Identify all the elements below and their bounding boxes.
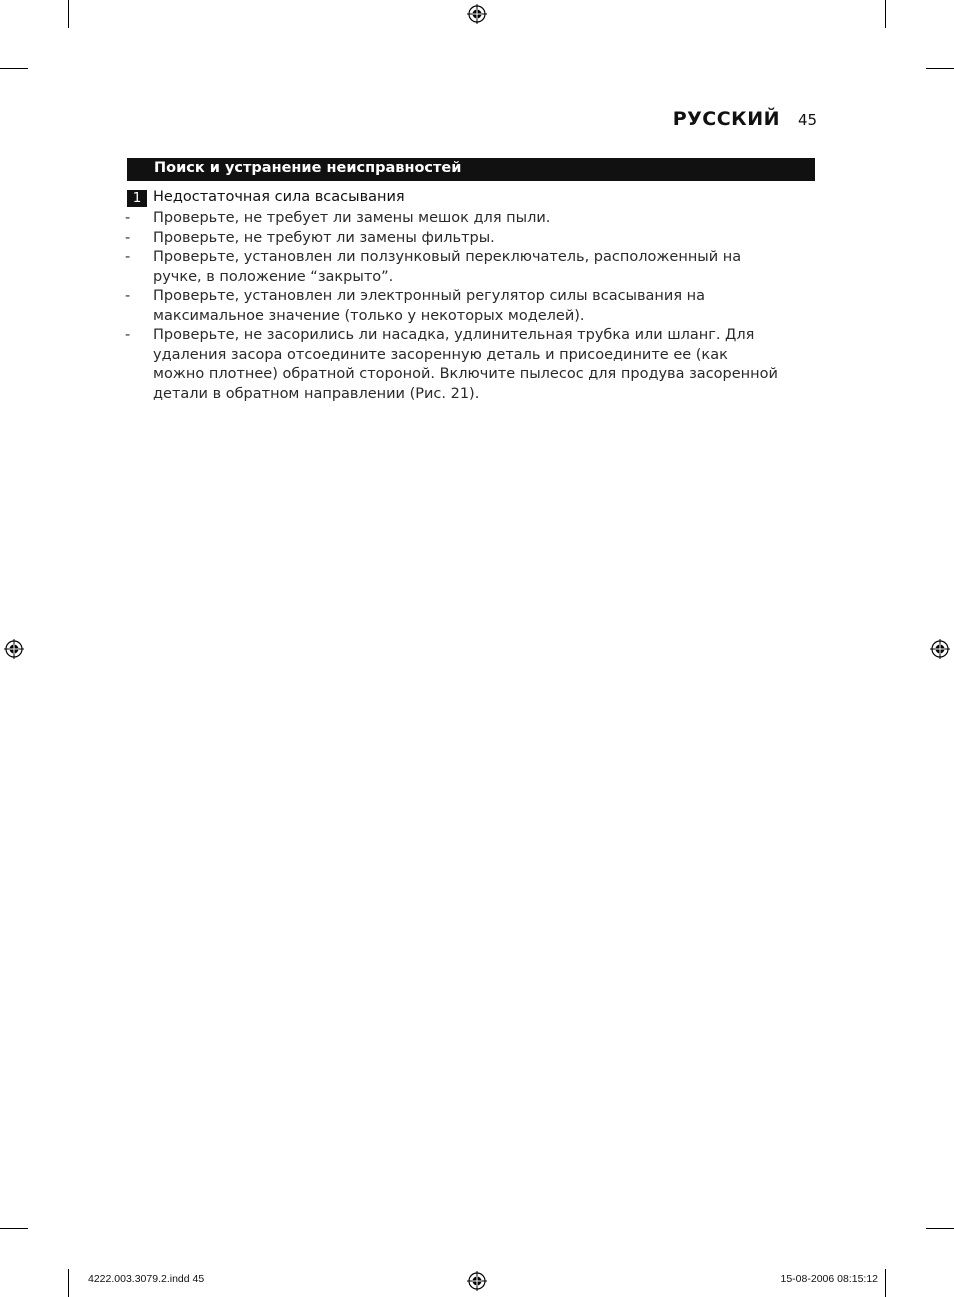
problem-number-badge: 1 [127,190,147,207]
list-item-text: Проверьте, установлен ли электронный регулятор силы всасывания на максимальное значение (только у некоторых моделей). [153,288,706,324]
footer-date-time: 15-08-2006 08:15:12 [780,1273,878,1285]
list-dash: - [125,327,131,343]
registration-mark-left-icon [4,639,24,659]
list-dash: - [125,210,131,226]
list-dash: - [125,288,131,304]
section-title: Поиск и устранение неисправностей [154,160,462,176]
registration-mark-bottom-icon [467,1271,487,1291]
crop-mark-bottom-right-horizontal [926,1228,954,1229]
list-item [122,326,782,404]
list-item-text: Проверьте, не засорились ли насадка, удлинительная трубка или шланг. Для удаления засора отсоедините засоренную деталь и присоедините ее (как можно плотнее) обратной стороной. Включите пылесос для продува засоренной детали в обратном направлении (Рис. 21). [153,327,778,402]
list-item-text: Проверьте, не требуют ли замены фильтры. [153,229,495,246]
registration-mark-top-icon [467,4,487,24]
list-item-text: Проверьте, не требует ли замены мешок для пыли. [153,210,551,226]
crop-mark-top-left-vertical [68,0,69,28]
crop-mark-top-left-horizontal [0,68,28,69]
crop-mark-bottom-left-horizontal [0,1228,28,1229]
crop-mark-top-right-horizontal [926,68,954,69]
list-item [122,287,782,326]
list-item [122,248,782,287]
list-item [122,229,782,249]
page-number: 45 [798,111,818,129]
list-item-text: Проверьте, установлен ли ползунковый переключатель, расположенный на ручке, в положение “закрыто”. [153,249,742,285]
list-dash: - [125,249,131,265]
crop-mark-top-right-vertical [885,0,886,28]
page-language-heading: РУССКИЙ [672,108,780,130]
crop-mark-bottom-left-vertical [68,1269,69,1297]
list-dash: - [125,229,131,246]
checks-list [122,209,782,404]
list-item [122,209,782,229]
footer-file-info: 4222.003.3079.2.indd 45 [88,1273,205,1285]
registration-mark-right-icon [930,639,950,659]
crop-mark-bottom-right-vertical [885,1269,886,1297]
problem-title: Недостаточная сила всасывания [153,189,405,205]
